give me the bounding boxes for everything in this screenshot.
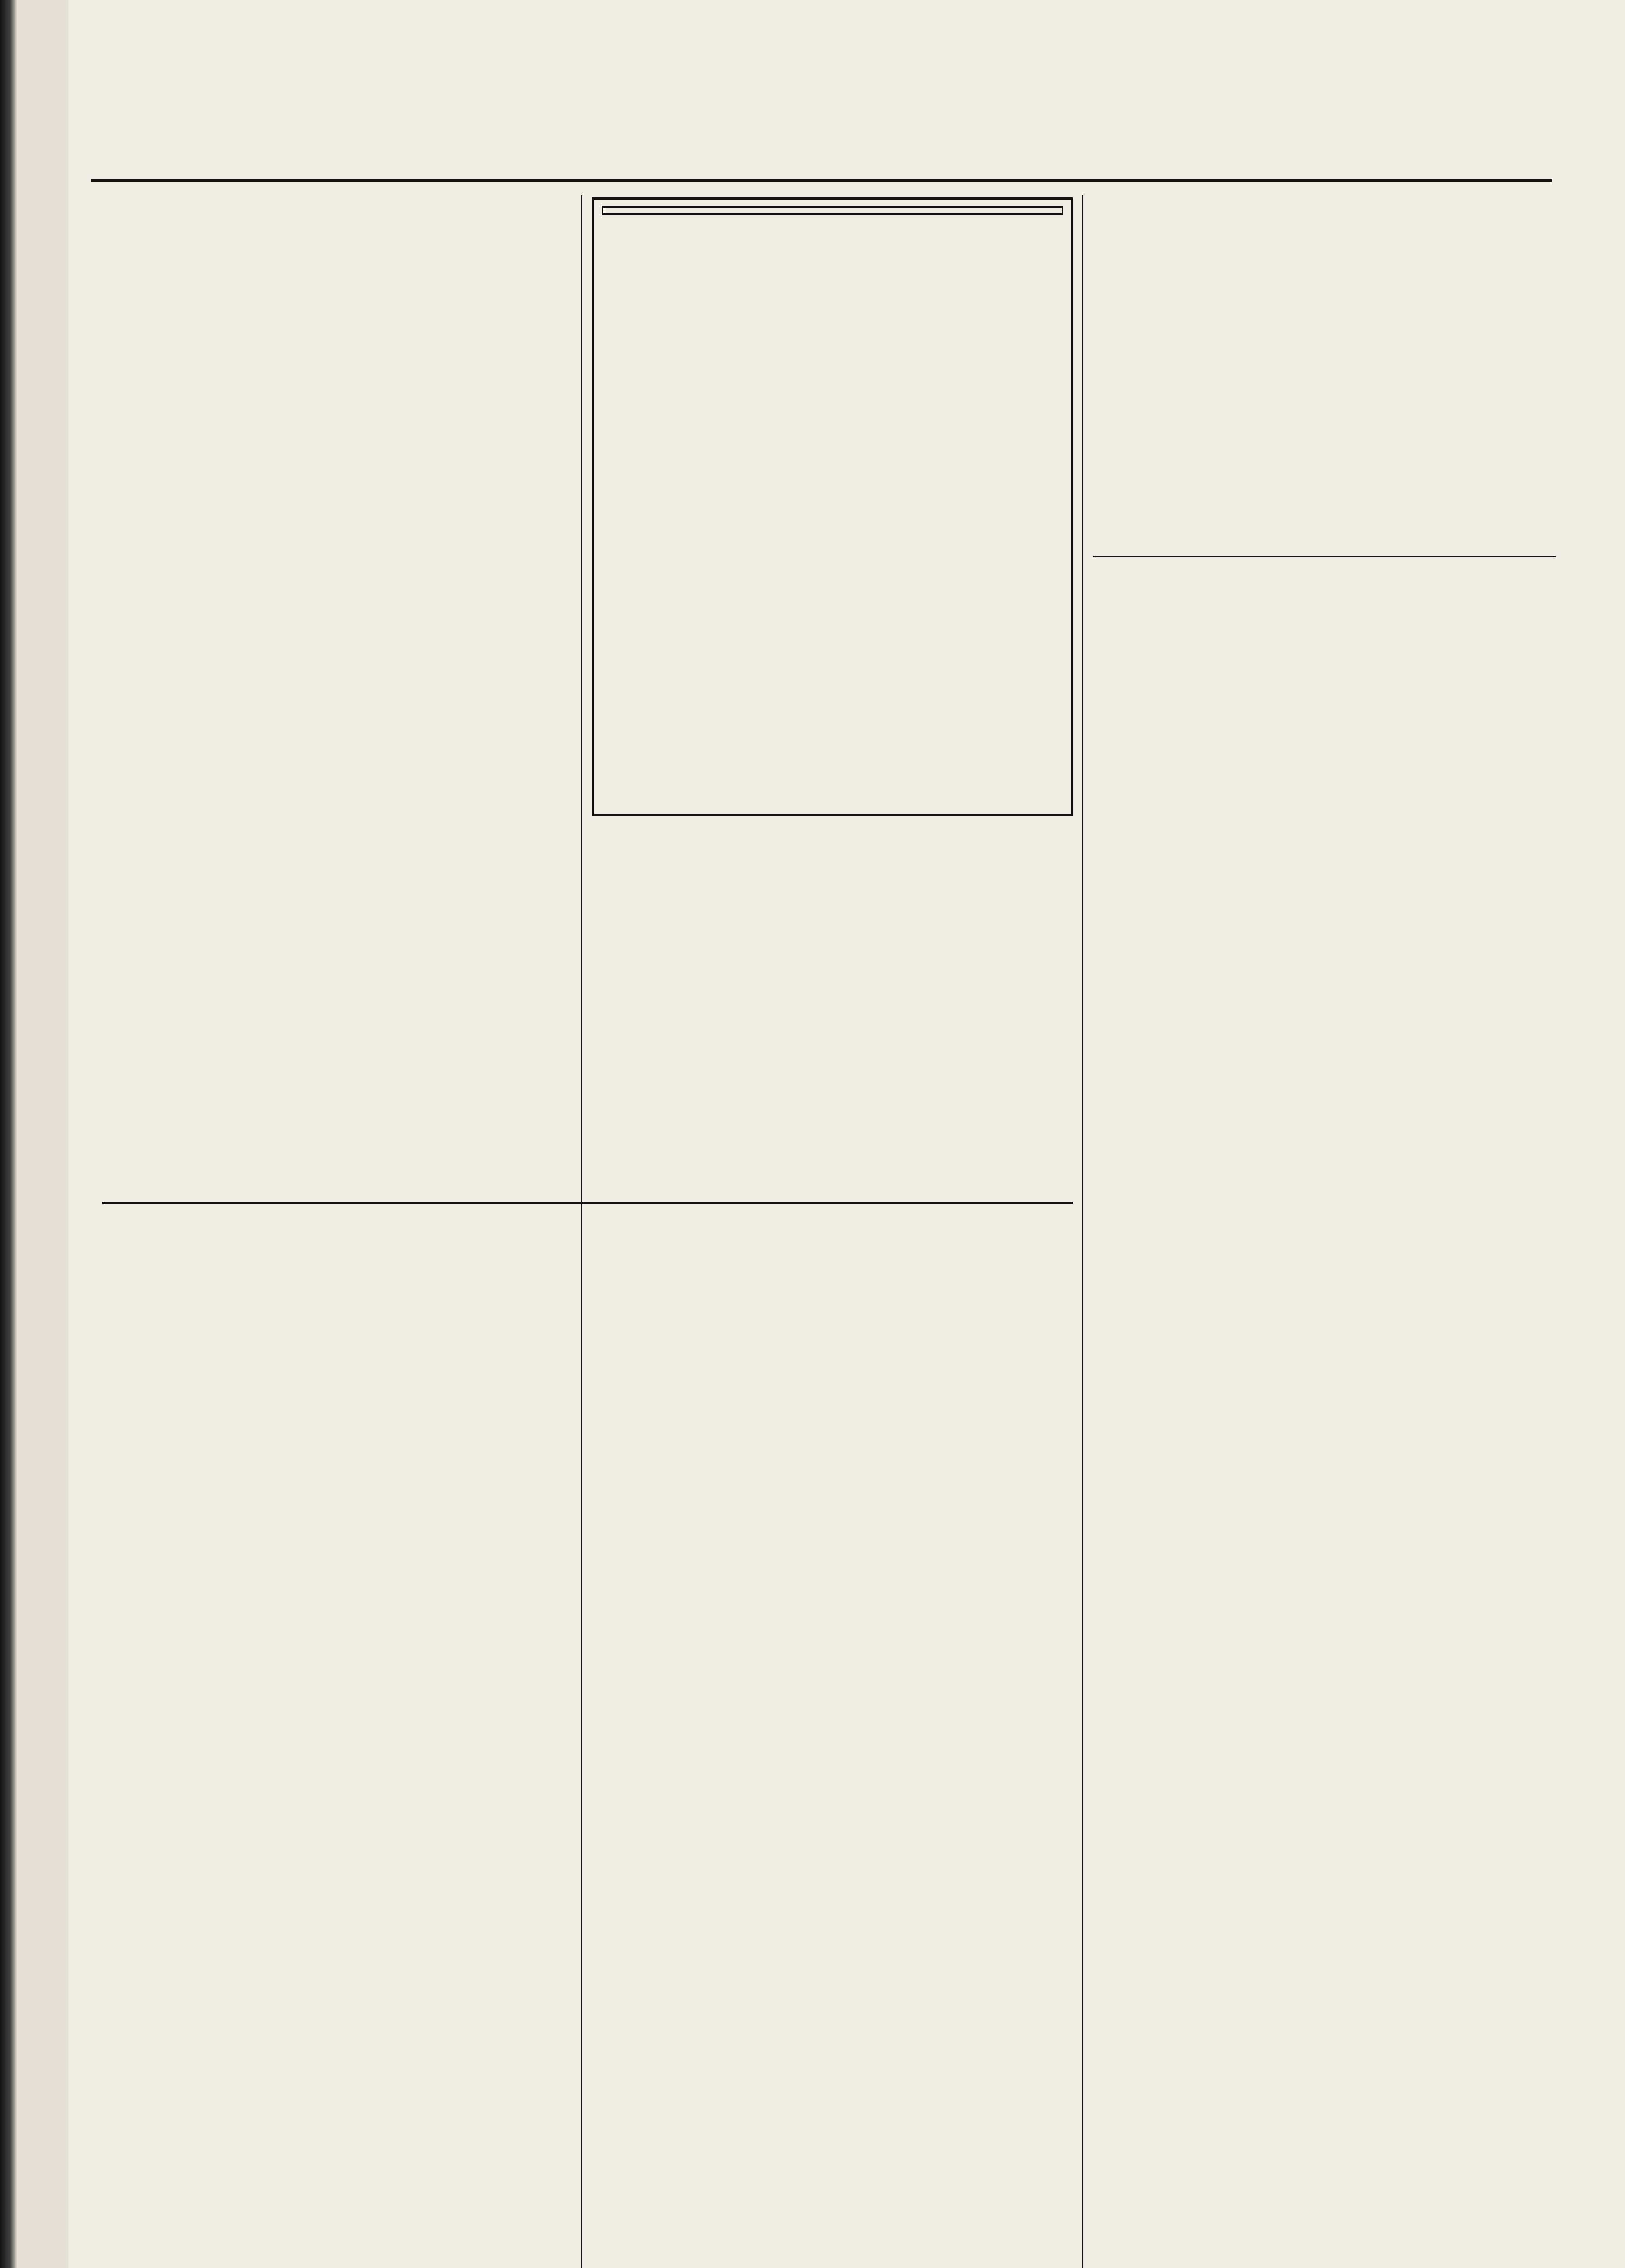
- column-right-top: [1093, 195, 1556, 549]
- column-grossherzogtum: [102, 195, 569, 1193]
- binding-shadow: [0, 0, 17, 2268]
- column-feuer-left: [102, 1211, 569, 2268]
- masthead-rule: [91, 179, 1552, 182]
- column-middle-text: [592, 830, 1073, 1193]
- column-feuer-right: [592, 1211, 1073, 2268]
- adjacent-page-strip: [0, 0, 68, 2268]
- section-rule: [102, 1202, 1073, 1204]
- column-lautenlieder: [1093, 562, 1556, 2268]
- generalstab-title: [602, 206, 1063, 215]
- column-rule: [581, 195, 582, 2268]
- generalstab-box: [592, 197, 1073, 816]
- masthead: [91, 36, 1542, 41]
- column-rule: [1082, 195, 1083, 2268]
- section-rule: [1093, 556, 1556, 557]
